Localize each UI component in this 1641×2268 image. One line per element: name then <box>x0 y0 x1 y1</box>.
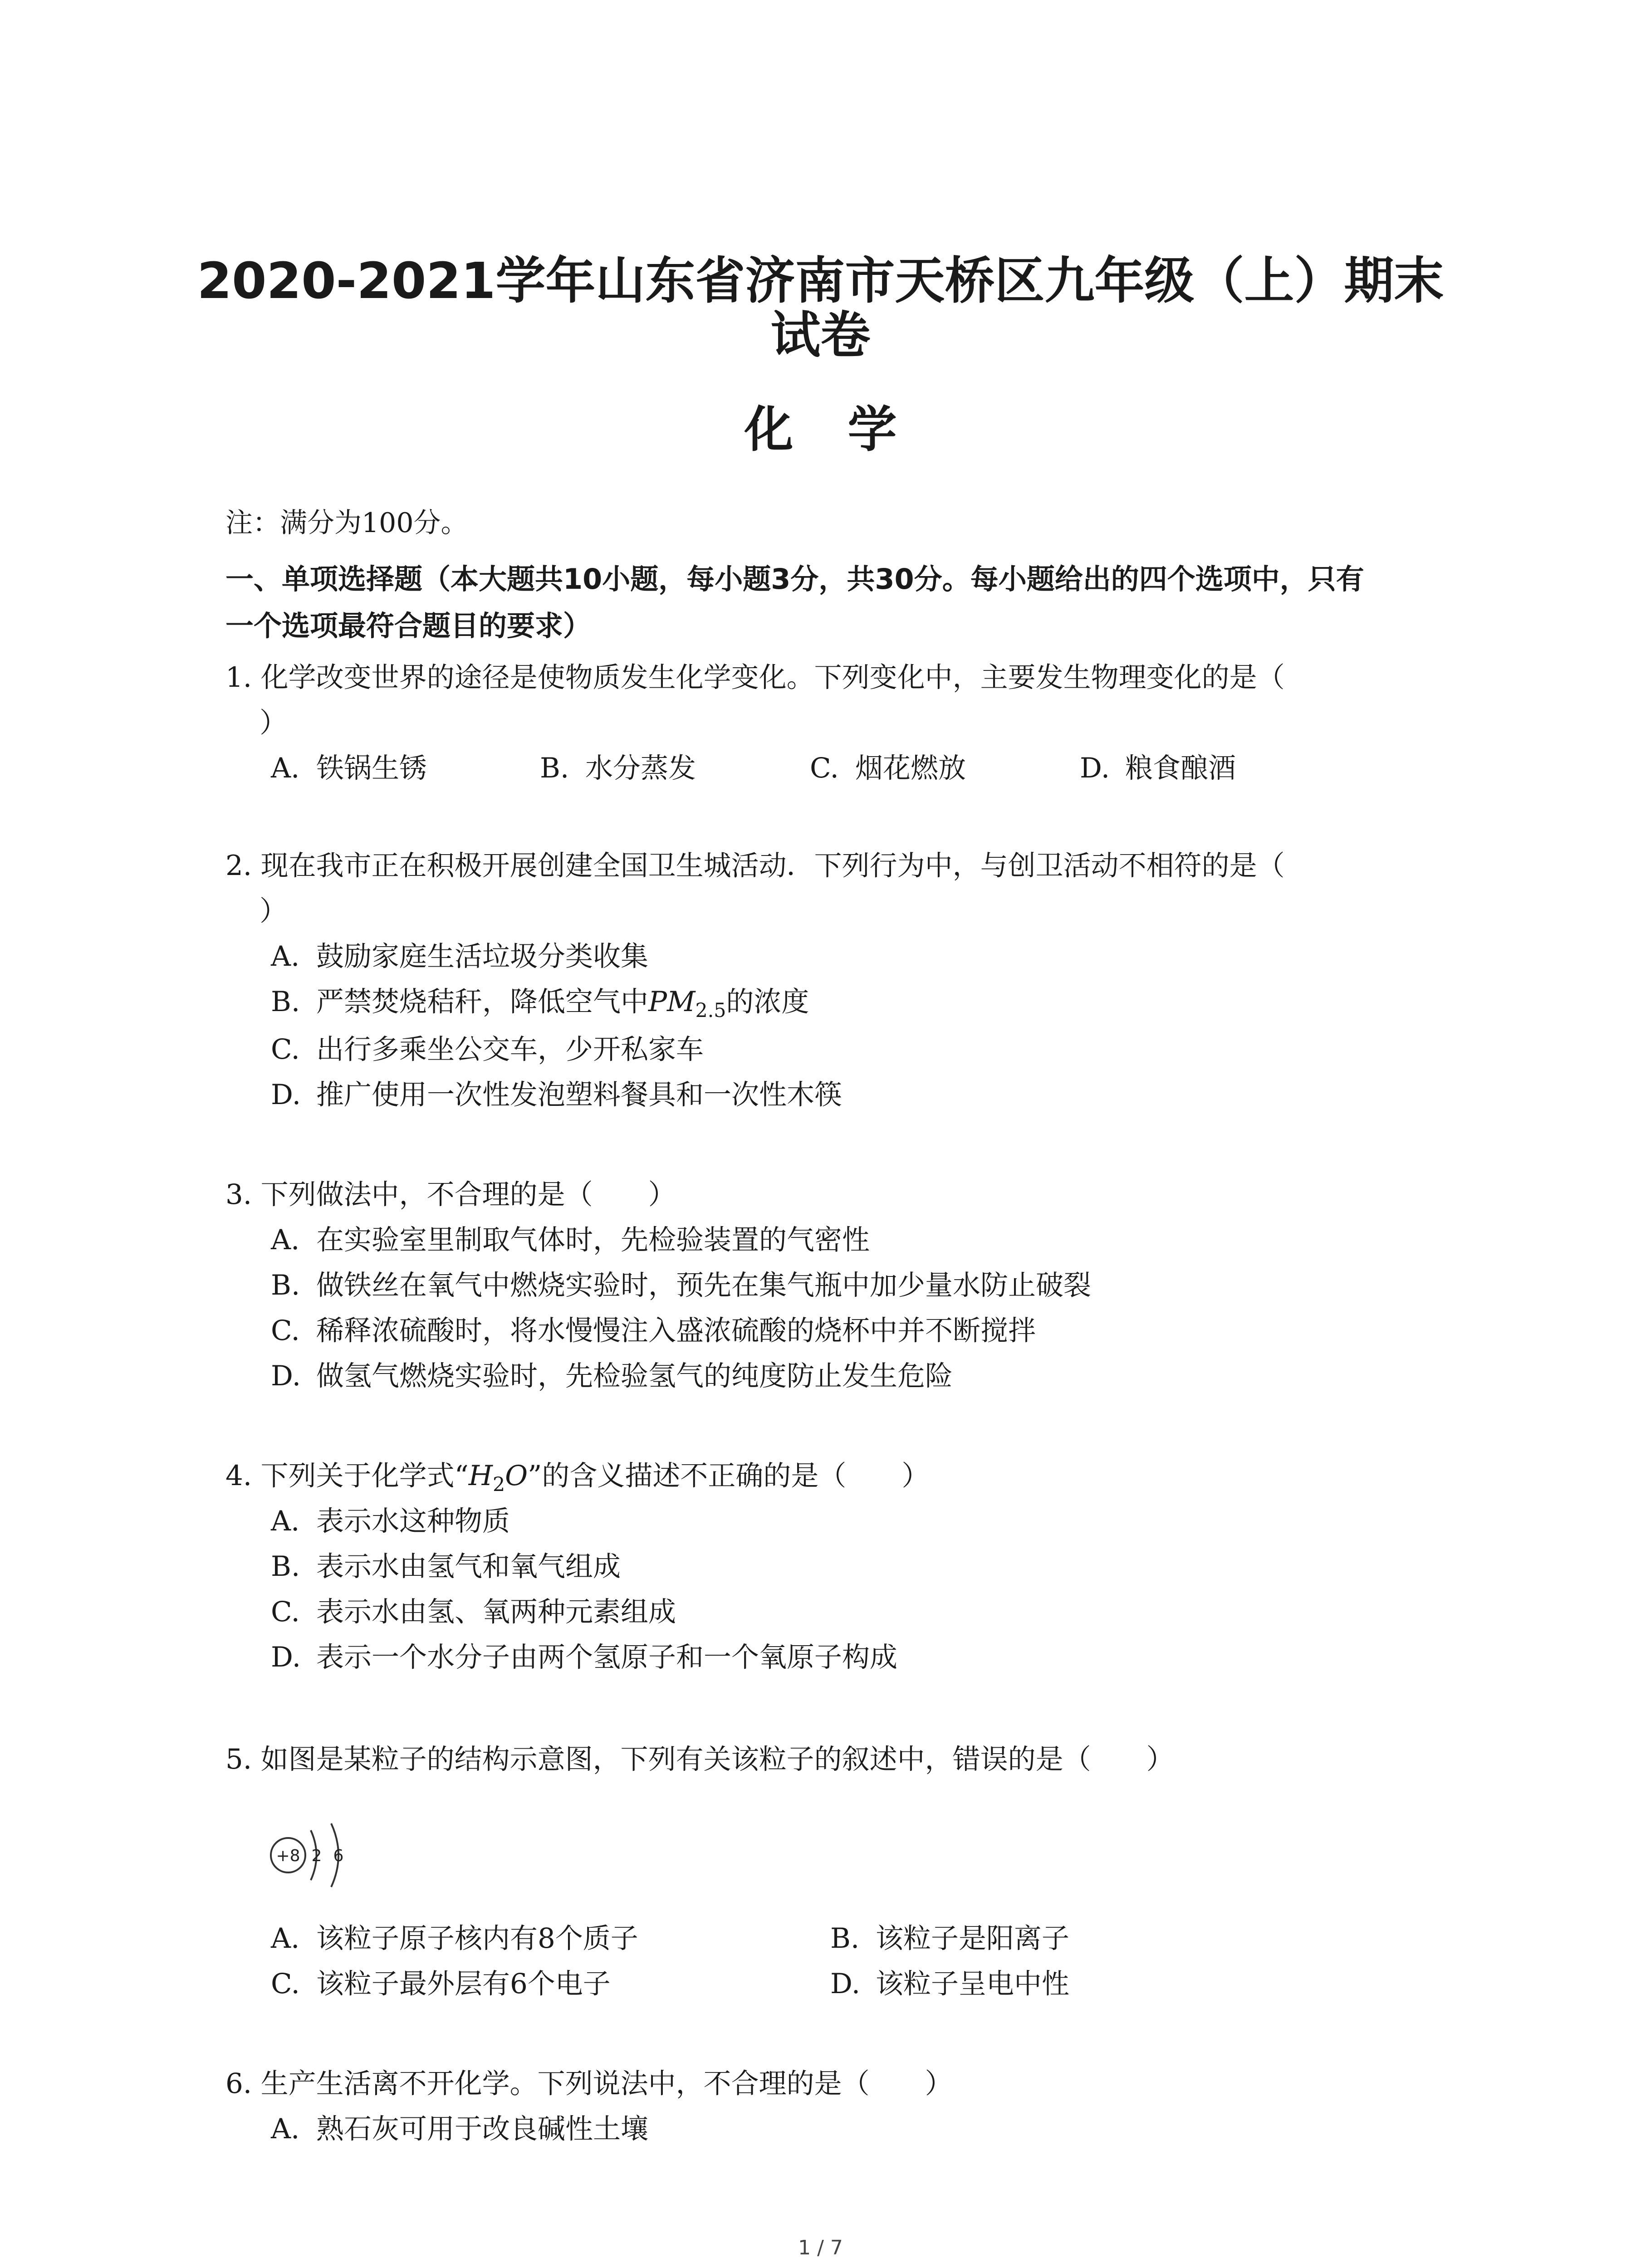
question-3-option-d[interactable]: D. 做氢气燃烧实验时，先检验氢气的纯度防止发生危险 <box>271 1360 953 1392</box>
question-1-option-d[interactable]: D. 粮食酿酒 <box>1080 752 1236 784</box>
section-heading-line2: 一个选项最符合题目的要求） <box>225 609 592 642</box>
page-number: 1 / 7 <box>798 2236 843 2259</box>
page-title-line2: 试卷 <box>770 306 871 364</box>
question-5-option-a[interactable]: A. 该粒子原子核内有8个质子 <box>271 1922 638 1955</box>
question-1-stem: 1. 化学改变世界的途径是使物质发生化学变化。下列变化中，主要发生物理变化的是（ <box>225 661 1285 694</box>
question-1-stem-cont: ） <box>260 707 288 739</box>
question-4-option-d[interactable]: D. 表示一个水分子由两个氢原子和一个氧原子构成 <box>271 1641 898 1673</box>
pm25-formula: $PM_{2.5}$ <box>648 986 726 1022</box>
score-note: 注：满分为100分。 <box>225 507 468 539</box>
question-3-option-a[interactable]: A. 在实验室里制取气体时，先检验装置的气密性 <box>271 1224 870 1256</box>
nucleus-charge: +8 <box>276 1847 300 1865</box>
question-2-option-c[interactable]: C. 出行多乘坐公交车，少开私家车 <box>271 1033 704 1066</box>
question-1-option-b[interactable]: B. 水分蒸发 <box>540 752 696 784</box>
question-5-stem: 5. 如图是某粒子的结构示意图，下列有关该粒子的叙述中，错误的是（ ） <box>225 1743 1174 1775</box>
subject-heading: 化学 <box>744 401 951 458</box>
question-2-stem-cont: ） <box>260 895 288 927</box>
question-4-option-c[interactable]: C. 表示水由氢、氧两种元素组成 <box>271 1596 676 1628</box>
question-6-option-a[interactable]: A. 熟石灰可用于改良碱性土壤 <box>271 2113 649 2145</box>
question-1-option-c[interactable]: C. 烟花燃放 <box>810 752 966 784</box>
question-4-option-b[interactable]: B. 表示水由氢气和氧气组成 <box>271 1550 621 1583</box>
question-6-stem: 6. 生产生活离不开化学。下列说法中，不合理的是（ ） <box>225 2068 953 2100</box>
question-2-option-b[interactable]: B. 严禁焚烧秸秆，降低空气中$PM_{2.5}$的浓度 <box>271 986 809 1022</box>
question-5-option-c[interactable]: C. 该粒子最外层有6个电子 <box>271 1968 611 2000</box>
h2o-formula: $H_2O$ <box>468 1460 528 1496</box>
question-5-option-d[interactable]: D. 该粒子呈电中性 <box>830 1968 1070 2000</box>
question-2-stem: 2. 现在我市正在积极开展创建全国卫生城活动．下列行为中，与创卫活动不相符的是（ <box>225 850 1285 882</box>
question-1-option-a[interactable]: A. 铁锅生锈 <box>271 752 427 784</box>
question-2-option-d[interactable]: D. 推广使用一次性发泡塑料餐具和一次性木筷 <box>271 1079 843 1111</box>
atom-structure-diagram <box>268 1810 358 1901</box>
question-5-option-b[interactable]: B. 该粒子是阳离子 <box>830 1922 1070 1955</box>
question-3-option-b[interactable]: B. 做铁丝在氧气中燃烧实验时，预先在集气瓶中加少量水防止破裂 <box>271 1269 1092 1301</box>
question-3-stem: 3. 下列做法中，不合理的是（ ） <box>225 1178 676 1211</box>
shell-2-electrons: 6 <box>333 1847 344 1865</box>
question-4-option-a[interactable]: A. 表示水这种物质 <box>271 1505 510 1537</box>
section-heading <box>225 556 1423 649</box>
question-3-option-c[interactable]: C. 稀释浓硫酸时，将水慢慢注入盛浓硫酸的烧杯中并不断搅拌 <box>271 1315 1036 1347</box>
section-heading-line1: 一、单项选择题（本大题共10小题，每小题3分，共30分。每小题给出的四个选项中，只有 <box>225 562 1364 596</box>
question-4-stem: 4. 下列关于化学式“$H_2O$”的含义描述不正确的是（ ） <box>225 1460 930 1496</box>
page-title-line1: 2020-2021学年山东省济南市天桥区九年级（上）期末 <box>197 252 1444 310</box>
question-2-option-a[interactable]: A. 鼓励家庭生活垃圾分类收集 <box>271 940 649 973</box>
shell-1-electrons: 2 <box>311 1847 322 1865</box>
